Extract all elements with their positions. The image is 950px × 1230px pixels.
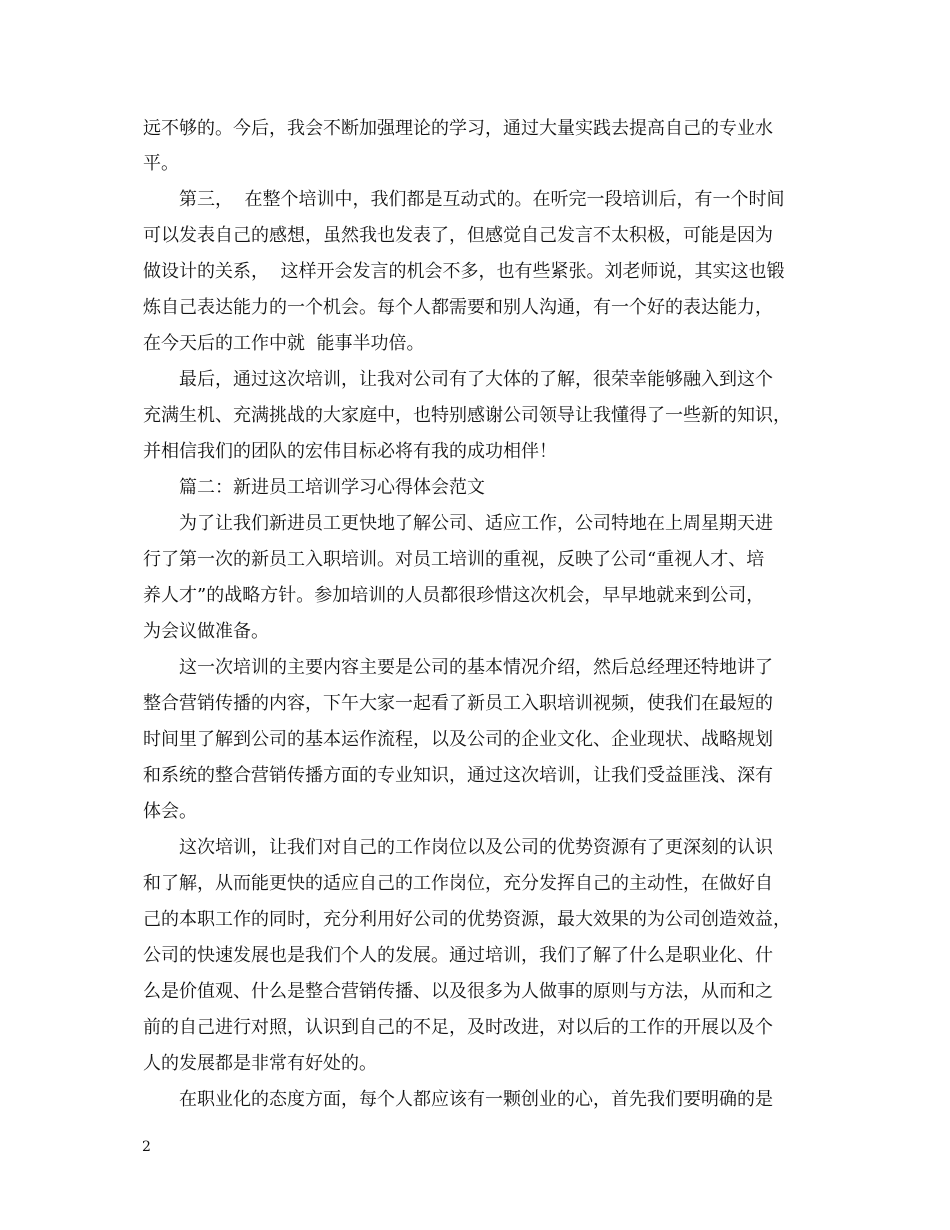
text-line: 第三， 在整个培训中，我们都是互动式的。在听完一段培训后，有一个时间 <box>179 189 785 210</box>
text-line: 为会议做准备。 <box>143 621 269 642</box>
page-number: 2 <box>142 1139 151 1155</box>
text-line: 体会。 <box>143 801 197 822</box>
text-line: 和了解，从而能更快的适应自己的工作岗位，充分发挥自己的主动性，在做好自 <box>143 873 773 894</box>
text-line: 前的自己进行对照，认识到自己的不足，及时改进，对以后的工作的开展以及个 <box>143 1017 773 1038</box>
text-line: 和系统的整合营销传播方面的专业知识，通过这次培训，让我们受益匪浅、深有 <box>143 765 773 786</box>
text-line: 行了第一次的新员工入职培训。对员工培训的重视，反映了公司“重视人才、培 <box>143 549 765 570</box>
text-line: 做设计的关系， 这样开会发言的机会不多，也有些紧张。刘老师说，其实这也锻 <box>143 261 785 282</box>
text-line: 这次培训，让我们对自己的工作岗位以及公司的优势资源有了更深刻的认识 <box>179 837 773 858</box>
text-line: 炼自己表达能力的一个机会。每个人都需要和别人沟通，有一个好的表达能力， <box>143 297 773 318</box>
text-line: 平。 <box>143 153 179 174</box>
text-line: 整合营销传播的内容，下午大家一起看了新员工入职培训视频，使我们在最短的 <box>143 693 773 714</box>
text-line: 为了让我们新进员工更快地了解公司、适应工作，公司特地在上周星期天进 <box>179 513 773 534</box>
text-line: 充满生机、充满挑战的大家庭中，也特别感谢公司领导让我懂得了一些新的知识， <box>143 405 791 426</box>
text-line: 在职业化的态度方面，每个人都应该有一颗创业的心，首先我们要明确的是 <box>179 1089 773 1110</box>
text-line: 并相信我们的团队的宏伟目标必将有我的成功相伴！ <box>143 441 557 462</box>
text-line: 么是价值观、什么是整合营销传播、以及很多为人做事的原则与方法，从而和之 <box>143 981 773 1002</box>
text-line: 可以发表自己的感想，虽然我也发表了，但感觉自己发言不太积极，可能是因为 <box>143 225 773 246</box>
text-line: 在今天后的工作中就 能事半功倍。 <box>143 333 425 354</box>
text-line: 远不够的。今后，我会不断加强理论的学习，通过大量实践去提高自己的专业水 <box>143 118 773 139</box>
text-line: 己的本职工作的同时，充分利用好公司的优势资源，最大效果的为公司创造效益， <box>143 909 791 930</box>
text-line: 人的发展都是非常有好处的。 <box>143 1053 377 1074</box>
section-heading: 篇二：新进员工培训学习心得体会范文 <box>179 477 485 498</box>
text-line: 养人才”的战略方针。参加培训的人员都很珍惜这次机会，早早地就来到公司， <box>143 585 765 606</box>
text-line: 公司的快速发展也是我们个人的发展。通过培训，我们了解了什么是职业化、什 <box>143 945 773 966</box>
text-line: 最后，通过这次培训，让我对公司有了大体的了解，很荣幸能够融入到这个 <box>179 369 773 390</box>
text-line: 时间里了解到公司的基本运作流程，以及公司的企业文化、企业现状、战略规划 <box>143 729 773 750</box>
text-line: 这一次培训的主要内容主要是公司的基本情况介绍，然后总经理还特地讲了 <box>179 657 773 678</box>
